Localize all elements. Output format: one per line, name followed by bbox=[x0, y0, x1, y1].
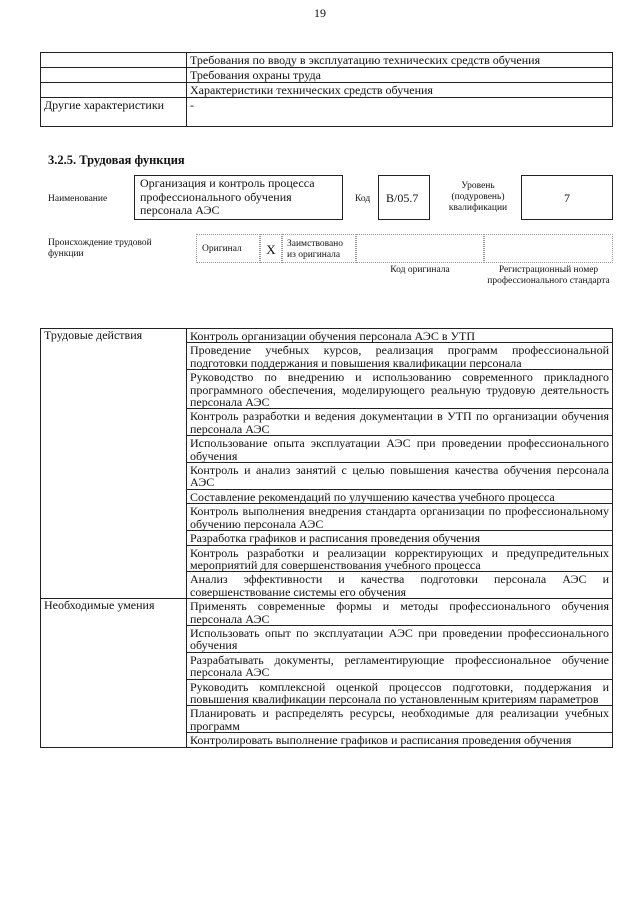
table-row: Требования по вводу в эксплуатацию технических средств обучения bbox=[187, 53, 613, 68]
section-title: 3.2.5. Трудовая функция bbox=[48, 153, 185, 167]
empty-cell bbox=[41, 53, 187, 68]
actions-item: Контроль выполнения внедрения стандарта организации по профессиональному обучению персонала АЭС bbox=[187, 504, 613, 531]
function-table bbox=[40, 328, 613, 748]
code-original-caption: Код оригинала bbox=[390, 265, 450, 275]
original-mark: X bbox=[266, 242, 276, 257]
skills-label: Необходимые умения bbox=[41, 599, 187, 747]
skills-item: Руководить комплексной оценкой процессов подготовки, поддержания и повышения квалификации персонала по установленным критериям параметров bbox=[187, 679, 613, 706]
table-row bbox=[41, 599, 613, 626]
table-row: Характеристики технических средств обучения bbox=[187, 83, 613, 98]
skills-item: Планировать и распределять ресурсы, необходимые для реализации учебных программ bbox=[187, 706, 613, 733]
other-characteristics-value: - bbox=[187, 98, 613, 127]
function-name: Организация и контроль процесса профессионального обучения персонала АЭС bbox=[140, 176, 315, 217]
skills-item: Разрабатывать документы, регламентирующие профессиональное обучение персонала АЭС bbox=[187, 652, 613, 679]
skills-item: Использовать опыт по эксплуатации АЭС при проведении профессионального обучения bbox=[187, 625, 613, 652]
skills-item: Контролировать выполнение графиков и расписания проведения обучения bbox=[187, 733, 613, 747]
actions-item: Проведение учебных курсов, реализация программ профессиональной подготовки поддержания и повышения квалификации персонала bbox=[187, 343, 613, 370]
page-number: 19 bbox=[314, 6, 326, 20]
actions-item: Разработка графиков и расписания проведения обучения bbox=[187, 531, 613, 545]
code-value: B/05.7 bbox=[386, 191, 419, 205]
name-label: Наименование bbox=[48, 194, 108, 204]
skills-item: Применять современные формы и методы профессионального обучения персонала АЭС bbox=[187, 599, 613, 626]
empty-cell bbox=[41, 83, 187, 98]
original-label: Оригинал bbox=[202, 244, 242, 254]
table-row bbox=[41, 329, 613, 343]
actions-item: Контроль разработки и реализации корректирующих и предупредительных мероприятий для совершенствования учебного процесса bbox=[187, 545, 613, 572]
actions-item: Руководство по внедрению и использованию современного прикладного программного обеспечения, моделирующего реальную трудовую деятельность персонала АЭС bbox=[187, 370, 613, 409]
reg-number-caption: Регистрационный номер профессионального стандарта bbox=[487, 265, 610, 286]
other-characteristics-label: Другие характеристики bbox=[41, 98, 187, 127]
actions-item: Контроль разработки и ведения документации в УТП по организации обучения персонала АЭС bbox=[187, 409, 613, 436]
actions-item: Контроль организации обучения персонала АЭС в УТП bbox=[187, 329, 613, 343]
level-value: 7 bbox=[564, 191, 570, 205]
empty-cell bbox=[41, 68, 187, 83]
borrowed-label: Заимствовано из оригинала bbox=[287, 239, 344, 260]
actions-item: Анализ эффективности и качества подготовки персонала АЭС и совершенствование системы его обучения bbox=[187, 572, 613, 599]
level-label: Уровень (подуровень) квалификации bbox=[448, 181, 508, 213]
code-label: Код bbox=[355, 194, 371, 204]
characteristics-table bbox=[40, 52, 613, 127]
actions-label: Трудовые действия bbox=[41, 329, 187, 599]
origin-label: Происхождение трудовой функции bbox=[48, 238, 152, 259]
actions-item: Составление рекомендаций по улучшению качества учебного процесса bbox=[187, 489, 613, 503]
actions-item: Использование опыта эксплуатации АЭС при проведении профессионального обучения bbox=[187, 436, 613, 463]
table-row: Требования охраны труда bbox=[187, 68, 613, 83]
actions-item: Контроль и анализ занятий с целью повышения качества обучения персонала АЭС bbox=[187, 463, 613, 490]
